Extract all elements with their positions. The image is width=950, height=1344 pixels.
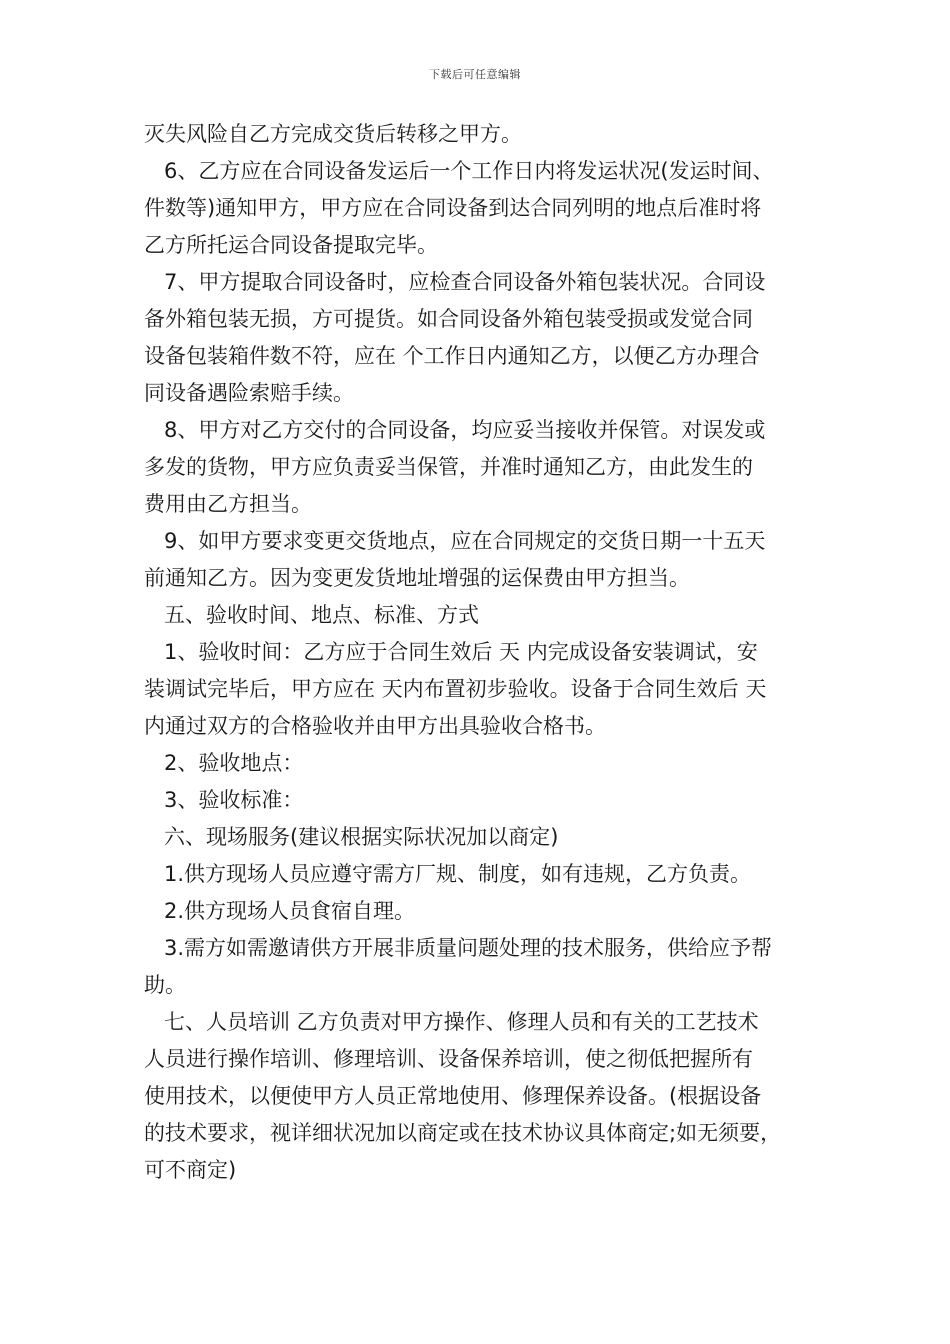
text-line: 可不商定) — [144, 1158, 237, 1182]
text-line: 内通过双方的合格验收并由甲方出具验收合格书。 — [144, 714, 606, 738]
text-line: 9、如甲方要求变更交货地点，应在合同规定的交货日期一十五天 — [164, 529, 766, 553]
section-heading: 六、现场服务(建议根据实际状况加以商定) — [164, 825, 559, 849]
text-line: 2、验收地点： — [164, 751, 304, 775]
text-line: 1、验收时间：乙方应于合同生效后 天 内完成设备安装调试，安 — [164, 640, 758, 664]
text-line: 前通知乙方。因为变更发货地址增强的运保费由甲方担当。 — [144, 566, 690, 590]
text-line: 7、甲方提取合同设备时，应检查合同设备外箱包装状况。合同设 — [164, 270, 766, 294]
text-line: 2.供方现场人员食宿自理。 — [164, 899, 416, 923]
section-heading: 七、人员培训 乙方负责对甲方操作、修理人员和有关的工艺技术 — [164, 1010, 759, 1034]
document-text — [144, 116, 824, 1189]
page-header-note: 下载后可任意编辑 — [429, 68, 521, 81]
text-line: 灭失风险自乙方完成交货后转移之甲方。 — [144, 122, 522, 146]
document-body — [144, 116, 824, 1189]
text-line: 助。 — [144, 973, 186, 997]
text-line: 装调试完毕后，甲方应在 天内布置初步验收。设备于合同生效后 天 — [144, 677, 767, 701]
text-line: 多发的货物，甲方应负责妥当保管，并准时通知乙方，由此发生的 — [144, 455, 753, 479]
text-line: 设备包装箱件数不符，应在 个工作日内通知乙方，以便乙方办理合 — [144, 344, 760, 368]
text-line: 件数等)通知甲方，甲方应在合同设备到达合同列明的地点后准时将 — [144, 196, 762, 220]
text-line: 使用技术，以便使甲方人员正常地使用、修理保养设备。(根据设备 — [144, 1084, 762, 1108]
text-line: 费用由乙方担当。 — [144, 492, 312, 516]
section-heading: 五、验收时间、地点、标准、方式 — [164, 603, 479, 627]
text-line: 1.供方现场人员应遵守需方厂规、制度，如有违规，乙方负责。 — [164, 862, 752, 886]
text-line: 乙方所托运合同设备提取完毕。 — [144, 233, 438, 257]
text-line: 6、乙方应在合同设备发运后一个工作日内将发运状况(发运时间、 — [164, 159, 774, 183]
text-line: 3、验收标准： — [164, 788, 304, 812]
text-line: 8、甲方对乙方交付的合同设备，均应妥当接收并保管。对误发或 — [164, 418, 766, 442]
text-line: 备外箱包装无损，方可提货。如合同设备外箱包装受损或发觉合同 — [144, 307, 753, 331]
text-line: 的技术要求，视详细状况加以商定或在技术协议具体商定;如无须要， — [144, 1121, 782, 1145]
text-line: 同设备遇险索赔手续。 — [144, 381, 354, 405]
text-line: 3.需方如需邀请供方开展非质量问题处理的技术服务，供给应予帮 — [164, 936, 773, 960]
text-line: 人员进行操作培训、修理培训、设备保养培训，使之彻低把握所有 — [144, 1047, 753, 1071]
